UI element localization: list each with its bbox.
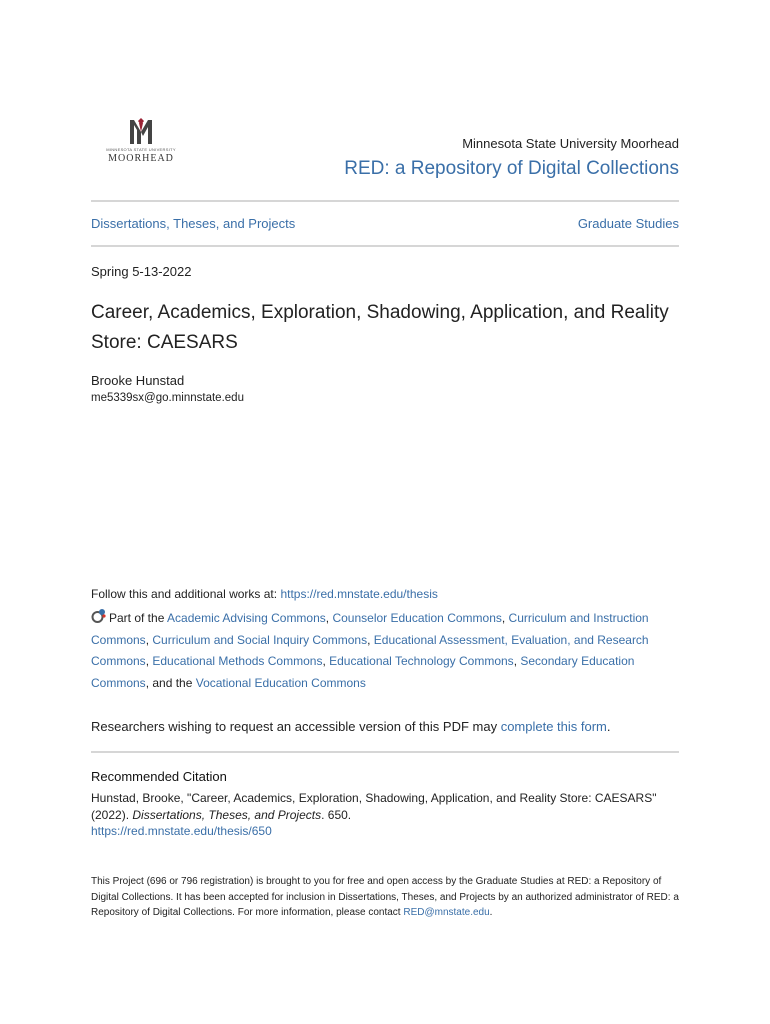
follow-text: Follow this and additional works at: xyxy=(91,587,281,601)
footer-note xyxy=(91,874,681,921)
open-access-icon xyxy=(91,608,107,624)
citation-series: Dissertations, Theses, and Projects xyxy=(132,807,322,822)
follow-link[interactable]: https://red.mnstate.edu/thesis xyxy=(280,587,438,601)
and-the-text: , and the xyxy=(145,675,196,690)
accessibility-note xyxy=(91,719,611,734)
commons-link[interactable]: Educational Technology Commons xyxy=(329,654,514,668)
part-of-prefix: Part of the xyxy=(109,611,168,625)
citation-block xyxy=(91,790,691,840)
contact-email-link[interactable]: RED@mnstate.edu xyxy=(403,907,490,918)
part-of-commons: Part of the Academic Advising Commons, Counselor Education Commons, Curriculum and Instruction Commons, Curriculum and Social Inquiry Commons, Educational Assessment, Evaluation, and Research Commons, Educational Methods Commons, Educational Technology Commons, Secondary Education Commons, and the Vocational Education Commons xyxy=(91,608,691,694)
logo-small-text: MINNESOTA STATE UNIVERSITY xyxy=(106,147,176,152)
citation-heading: Recommended Citation xyxy=(91,769,227,784)
citation-number: . 650. xyxy=(321,807,352,822)
accessibility-form-link[interactable]: complete this form xyxy=(500,719,607,734)
repository-link[interactable]: RED: a Repository of Digital Collections xyxy=(344,158,679,179)
commons-link[interactable]: Curriculum and Social Inquiry Commons xyxy=(152,632,368,647)
footer-text: This Project (696 or 796 registration) is brought to you for free and open access by the Graduate Studies at RED: a Repository of Digital Collections. It has been accepted for inclusion in Dissertations, Theses, and Projects by an authorized administrator of RED: a Repository of Digital Collections. For more information, please contact xyxy=(91,876,679,918)
author-name: Brooke Hunstad xyxy=(91,373,185,388)
commons-link[interactable]: Secondary Education Commons xyxy=(91,654,635,690)
commons-link[interactable]: Curriculum and Instruction Commons xyxy=(91,611,649,647)
citation-url-link[interactable]: https://red.mnstate.edu/thesis/650 xyxy=(91,824,272,838)
commons-link[interactable]: Vocational Education Commons xyxy=(195,675,366,690)
commons-link[interactable]: Counselor Education Commons xyxy=(332,611,502,625)
citation-text: Hunstad, Brooke, "Career, Academics, Exploration, Shadowing, Application, and Reality Store: CAESARS" (2022). xyxy=(91,791,657,822)
footer-suffix: . xyxy=(489,907,493,918)
series-link[interactable]: Dissertations, Theses, and Projects xyxy=(91,216,296,231)
document-title: Career, Academics, Exploration, Shadowing, Application, and Reality Store: CAESARS xyxy=(91,302,669,353)
accessibility-suffix: . xyxy=(606,719,611,734)
divider xyxy=(91,751,679,753)
logo-wordmark: MOORHEAD xyxy=(108,153,174,164)
commons-link[interactable]: Educational Methods Commons xyxy=(152,654,323,668)
university-logo xyxy=(96,116,186,172)
author-email: me5339sx@go.minnstate.edu xyxy=(91,392,244,404)
follow-line xyxy=(91,587,438,601)
commons-link[interactable]: Educational Assessment, Evaluation, and Research Commons xyxy=(91,632,649,668)
divider xyxy=(91,200,679,202)
institution-name: Minnesota State University Moorhead xyxy=(462,136,679,151)
divider xyxy=(91,245,679,247)
accessibility-text: Researchers wishing to request an accessible version of this PDF may xyxy=(91,719,501,734)
publication-date: Spring 5-13-2022 xyxy=(91,264,192,279)
commons-link[interactable]: Academic Advising Commons xyxy=(167,611,326,625)
department-link[interactable]: Graduate Studies xyxy=(577,216,679,231)
msum-m-logo-icon xyxy=(126,116,156,146)
